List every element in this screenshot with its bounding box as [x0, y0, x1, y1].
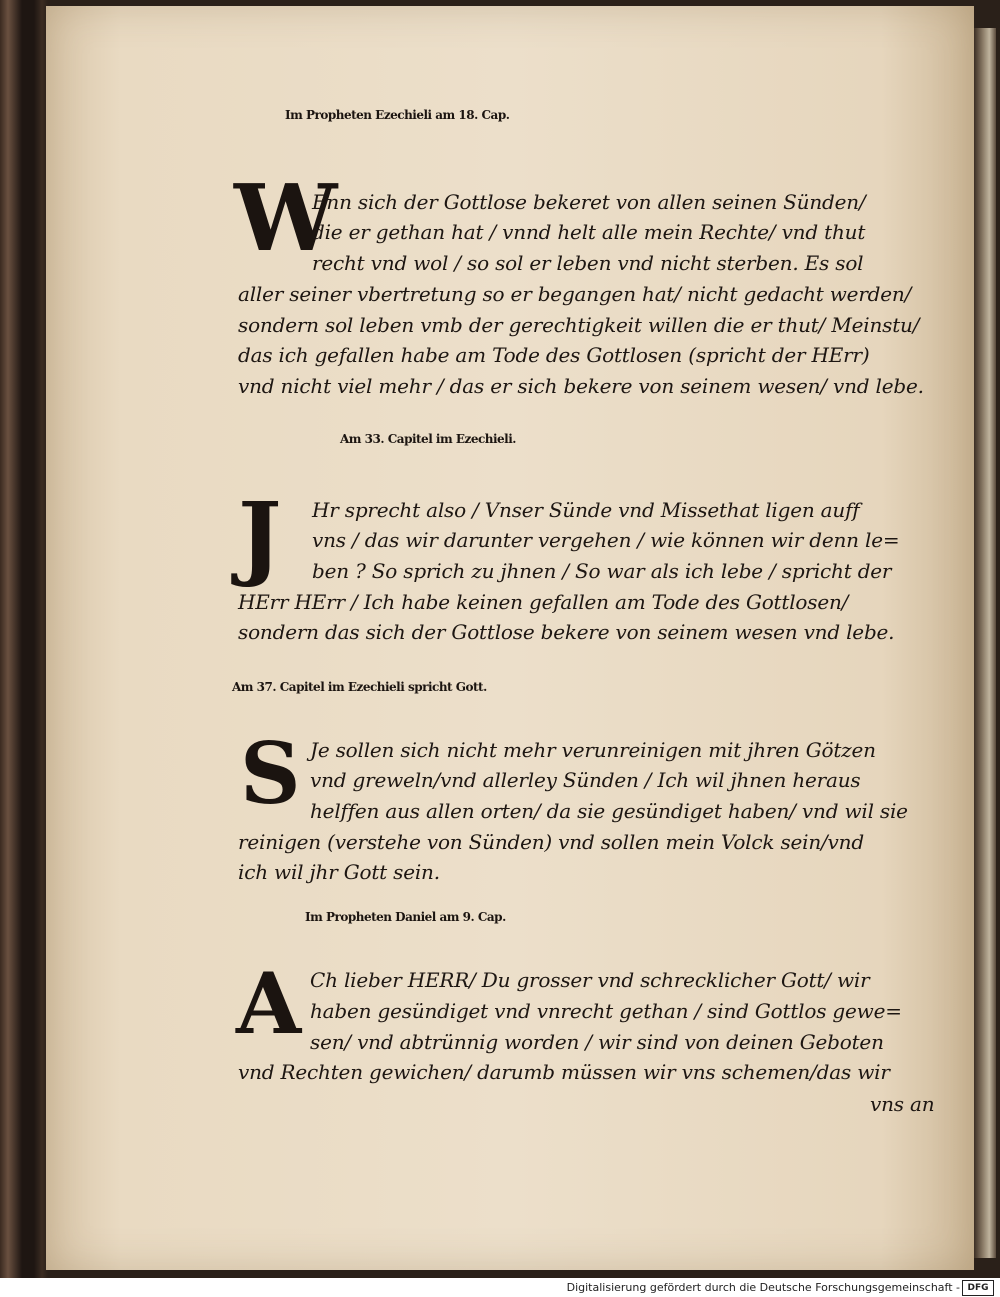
- text-line: recht vnd wol / so sol er leben vnd nicht sterben. Es sol: [312, 251, 864, 275]
- text-line: vnd greweln/vnd allerley Sünden / Ich wil jhnen heraus: [310, 768, 861, 792]
- text-line: helffen aus allen orten/ da sie gesündiget haben/ vnd wil sie: [310, 799, 908, 823]
- text-line: Enn sich der Gottlose bekeret von allen seinen Sünden/: [312, 190, 866, 214]
- text-line: sen/ vnd abtrünnig worden / wir sind von deinen Geboten: [310, 1030, 884, 1054]
- text-line: HErr HErr / Ich habe keinen gefallen am Tode des Gottlosen/: [238, 590, 849, 614]
- text-line: vns / das wir darunter vergehen / wie können wir denn le=: [312, 528, 900, 552]
- footer-credit: Digitalisierung gefördert durch die Deutsche Forschungsgemeinschaft -: [566, 1281, 960, 1294]
- section-heading: Im Propheten Ezechieli am 18. Cap.: [285, 108, 510, 122]
- section-heading: Im Propheten Daniel am 9. Cap.: [305, 910, 506, 924]
- text-line: sondern das sich der Gottlose bekere von seinem wesen vnd lebe.: [238, 620, 895, 644]
- drop-initial: S: [240, 724, 301, 823]
- text-line: sondern sol leben vmb der gerechtigkeit willen die er thut/ Meinstu/: [238, 313, 920, 337]
- text-line: ich wil jhr Gott sein.: [238, 860, 440, 884]
- text-line: die er gethan hat / vnnd helt alle mein Rechte/ vnd thut: [312, 220, 866, 244]
- text-line: Je sollen sich nicht mehr verunreinigen mit jhren Götzen: [310, 738, 876, 762]
- dfg-logo: DFG: [962, 1280, 994, 1296]
- text-line: das ich gefallen habe am Tode des Gottlosen (spricht der HErr): [238, 343, 870, 367]
- text-line: haben gesündiget vnd vnrecht gethan / sind Gottlos gewe=: [310, 999, 902, 1023]
- text-line: ben ? So sprich zu jhnen / So war als ich lebe / spricht der: [312, 559, 892, 583]
- page-edge: [974, 28, 996, 1258]
- text-line: Hr sprecht also / Vnser Sünde vnd Missethat ligen auff: [312, 498, 860, 522]
- drop-initial: J: [238, 482, 282, 590]
- section-heading: Am 33. Capitel im Ezechieli.: [340, 432, 516, 446]
- text-line: vnd Rechten gewichen/ darumb müssen wir vns schemen/das wir: [238, 1060, 890, 1084]
- drop-initial: W: [234, 164, 338, 272]
- text-line: aller seiner vbertretung so er begangen hat/ nicht gedacht werden/: [238, 282, 912, 306]
- drop-initial: A: [236, 954, 302, 1053]
- text-line: vnd nicht viel mehr / das er sich bekere von seinem wesen/ vnd lebe.: [238, 374, 924, 398]
- text-line: Ch lieber HERR/ Du grosser vnd schrecklicher Gott/ wir: [310, 968, 870, 992]
- catchword: vns an: [870, 1092, 935, 1116]
- text-line: reinigen (verstehe von Sünden) vnd sollen mein Volck sein/vnd: [238, 830, 864, 854]
- section-heading: Am 37. Capitel im Ezechieli spricht Gott.: [232, 680, 487, 694]
